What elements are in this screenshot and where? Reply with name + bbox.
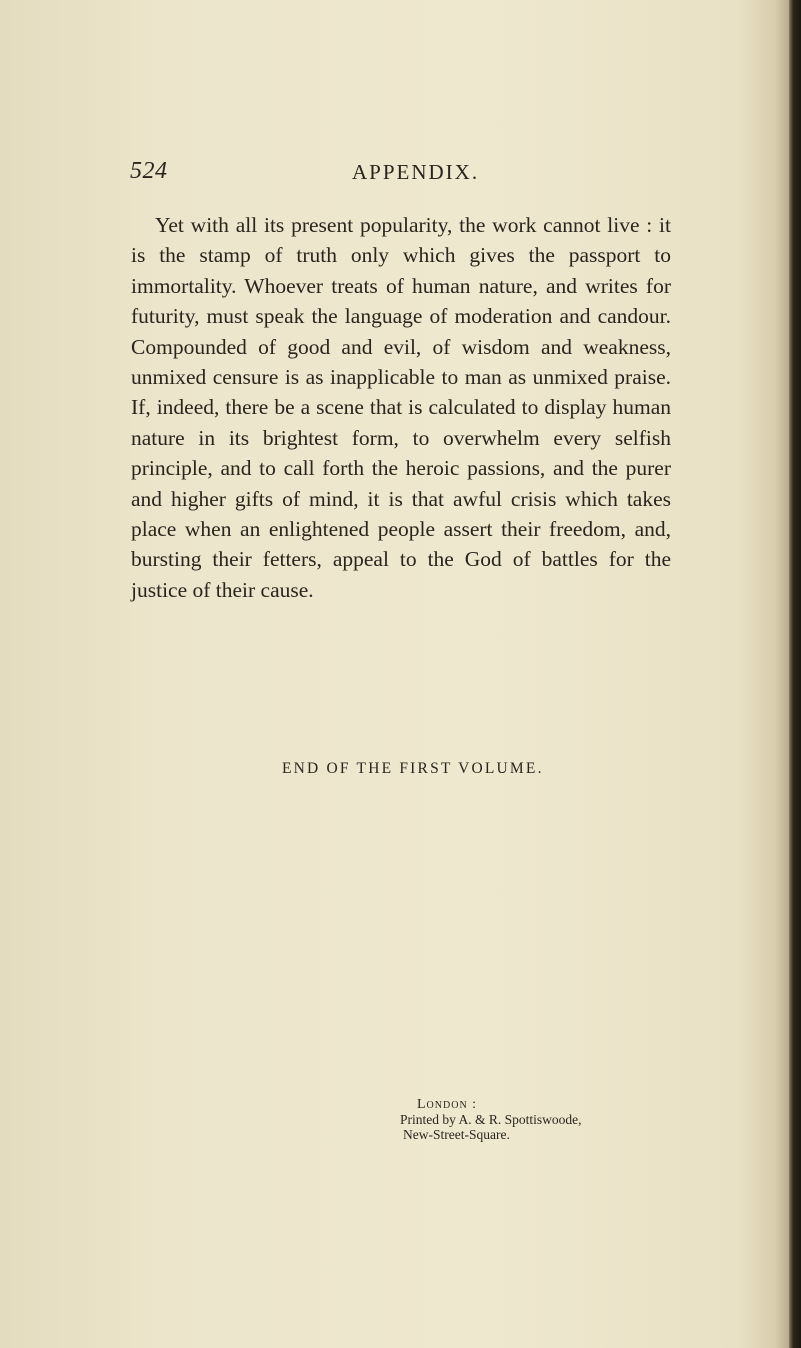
imprint-address: New-Street-Square. (403, 1127, 510, 1142)
imprint-printer: Printed by A. & R. Spottiswoode, (400, 1112, 582, 1127)
page-header (130, 158, 670, 192)
imprint-city: London : (417, 1097, 478, 1112)
paragraph: Yet with all its present popularity, the work cannot live : it is the stamp of truth only which gives the passport to immortality. Whoever treats of human nature, and writes for futurity, must speak the language of moderation and candour. Compounded of good and evil, of wisdom and weakness, unmixed censure is as inapplicable to man as unmixed praise. If, indeed, there be a scene that is calculated to display human nature in its brightest form, to overwhelm every selfish principle, and to call forth the heroic passions, and the purer and higher gifts of mind, it is that awful crisis which takes place when an enlightened people assert their freedom, and, bursting their fetters, appeal to the God of battles for the justice of their cause. (131, 213, 671, 602)
page-number: 524 (130, 158, 168, 184)
running-head: APPENDIX. (352, 160, 480, 184)
end-of-volume-note: END OF THE FIRST VOLUME. (282, 760, 544, 777)
page-gutter-shadow (775, 0, 789, 1348)
body-text (131, 210, 671, 605)
page-edge (789, 0, 801, 1348)
